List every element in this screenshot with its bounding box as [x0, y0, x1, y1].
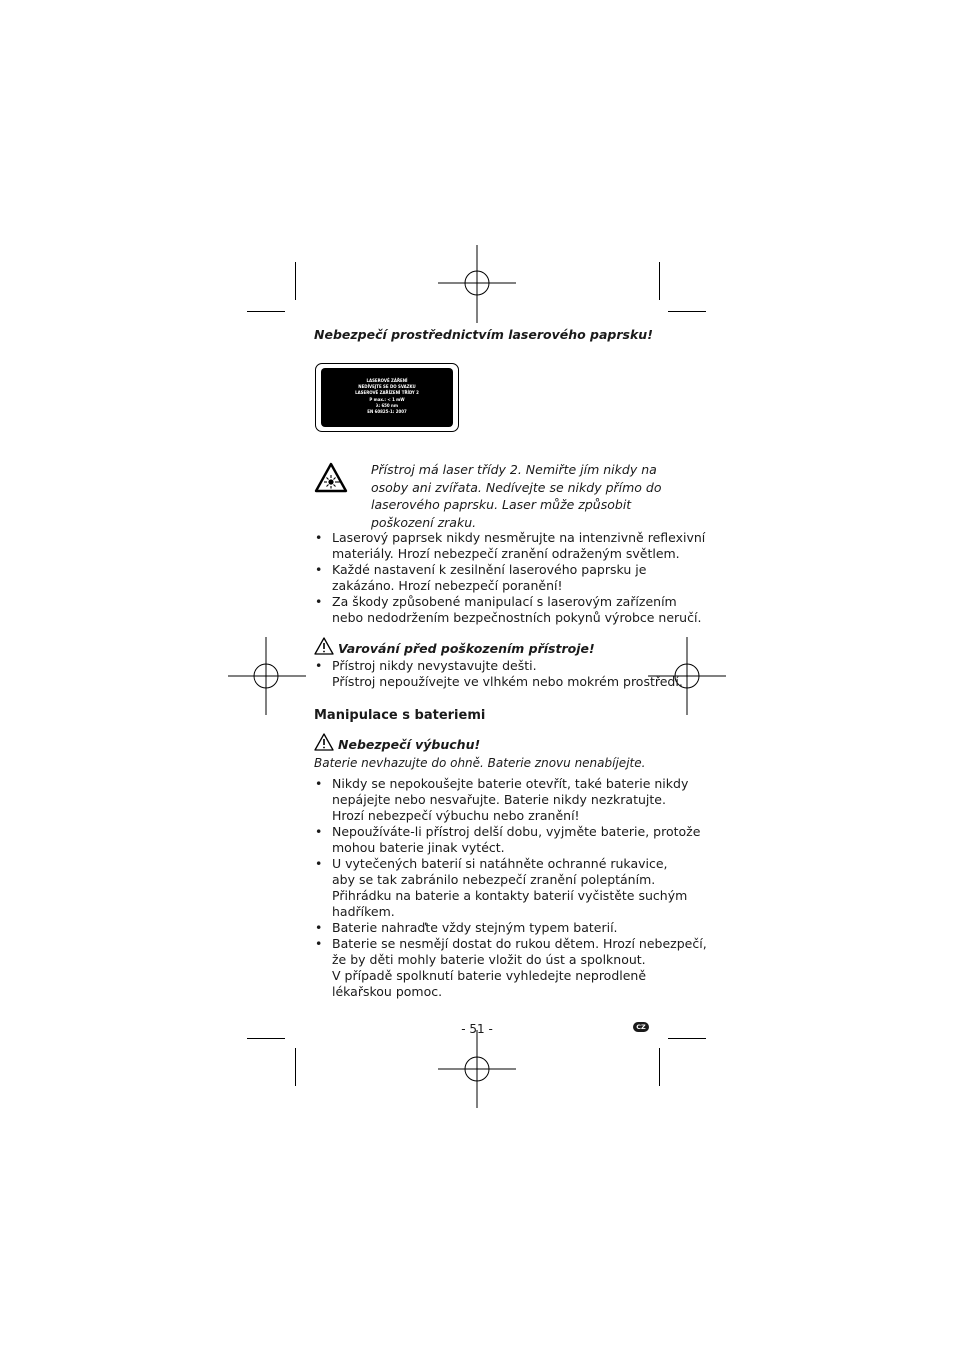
list-item: [314, 856, 688, 920]
crop-mark: [247, 1038, 285, 1039]
laser-label-line: NEDÍVEJTE SE DO SVAZKU: [358, 385, 416, 391]
text-line: V případě spolknutí baterie vyhledejte neprodleně: [332, 968, 647, 983]
text-line: hadříkem.: [332, 904, 395, 919]
crop-mark: [247, 311, 285, 312]
text-line: poškození zraku.: [371, 514, 477, 530]
explosion-warning-heading: [314, 733, 654, 753]
country-badge: CZ: [633, 1022, 649, 1032]
list-item: [314, 936, 707, 1000]
list-item: [314, 658, 683, 690]
list-item: [314, 530, 706, 562]
text-line: nepájejte nebo nesvařujte. Baterie nikdy nezkratujte.: [332, 792, 666, 807]
text-line: nebo nedodržením bezpečnostních pokynů výrobce neručí.: [332, 610, 702, 625]
text-line: • Přístroj nikdy nevystavujte dešti.: [332, 658, 537, 673]
explosion-warning-title: Nebezpečí výbuchu!: [338, 737, 481, 752]
text-line: • Za škody způsobené manipulací s laserovým zařízením: [332, 594, 677, 609]
text-line: • U vytečených baterií si natáhněte ochranné rukavice,: [332, 856, 668, 871]
list-item: [314, 776, 689, 824]
laser-label-line: P max.: < 1 mW: [369, 397, 405, 403]
registration-mark-left-icon: [228, 637, 306, 715]
laser-hazard-icon: [314, 462, 348, 493]
text-line: • Laserový paprsek nikdy nesměrujte na intenzivně reflexivní: [332, 530, 706, 545]
laser-label-inner: [321, 368, 453, 427]
text-line: Hrozí nebezpečí výbuchu nebo zranění!: [332, 808, 580, 823]
batteries-bullet-list: [314, 776, 707, 1000]
device-warning-heading: [314, 637, 654, 657]
device-warning-list: [314, 658, 683, 690]
registration-mark-bottom-icon: [438, 1030, 516, 1108]
laser-label-line: EN 60825-1: 2007: [367, 409, 407, 415]
list-item: [314, 824, 701, 856]
list-item: [314, 920, 659, 936]
laser-danger-heading: Nebezpečí prostřednictvím laserového paprsku!: [314, 327, 653, 342]
text-line: materiály. Hrozí nebezpečí zranění odraženým světlem.: [332, 546, 680, 561]
text-line: laserového paprsku. Laser může způsobit: [371, 497, 632, 512]
text-line: osoby ani zvířata. Nedívejte se nikdy přímo do: [371, 479, 662, 495]
text-line: • Baterie se nesmějí dostat do rukou dětem. Hrozí nebezpečí,: [332, 936, 707, 951]
warning-triangle-icon: [314, 733, 334, 751]
list-item: [314, 594, 702, 626]
text-line: • Nikdy se nepokoušejte baterie otevřít, také baterie nikdy: [332, 776, 689, 791]
crop-mark: [295, 262, 296, 300]
text-line: že by děti mohly baterie vložit do úst a spolknout.: [332, 952, 646, 967]
text-line: Přístroj má laser třídy 2. Nemiřte jím nikdy na: [371, 462, 657, 477]
laser-bullet-list: [314, 530, 706, 626]
text-line: Přístroj nepoužívejte ve vlhkém nebo mokrém prostředí.: [332, 674, 683, 689]
warning-triangle-icon: [314, 637, 334, 655]
laser-warning-label: [315, 363, 459, 432]
text-line: aby se tak zabránilo nebezpečí zranění poleptáním.: [332, 872, 656, 887]
crop-mark: [668, 311, 706, 312]
registration-mark-top-icon: [438, 245, 516, 323]
laser-label-line: λ: 650 nm: [375, 403, 398, 409]
crop-mark: [659, 262, 660, 300]
laser-warning-text: [371, 461, 661, 531]
laser-label-line: LASEROVÉ ZÁŘENÍ: [366, 379, 408, 385]
text-line: Přihrádku na baterie a kontakty baterií vyčistěte suchým: [332, 888, 688, 903]
batteries-section-title: Manipulace s bateriemi: [314, 708, 486, 723]
text-line: mohou baterie jinak vytéct.: [332, 840, 505, 855]
crop-mark: [668, 1038, 706, 1039]
device-warning-title: Varování před poškozením přístroje!: [338, 641, 595, 656]
text-line: zakázáno. Hrozí nebezpečí poranění!: [332, 578, 563, 593]
laser-label-line: LASEROVÉ ZAŘÍZENÍ TŘÍDY 2: [355, 391, 419, 397]
text-line: • Každé nastavení k zesilnění laserového paprsku je: [332, 562, 647, 577]
page-number: - 51 -: [461, 1022, 493, 1036]
text-line: lékařskou pomoc.: [332, 984, 443, 999]
explosion-note: Baterie nevhazujte do ohně. Baterie znovu nenabíjejte.: [314, 756, 646, 770]
crop-mark: [659, 1048, 660, 1086]
crop-mark: [295, 1048, 296, 1086]
list-item: [314, 562, 659, 594]
text-line: • Nepoužíváte-li přístroj delší dobu, vyjměte baterie, protože: [332, 824, 701, 839]
text-line: • Baterie nahraďte vždy stejným typem baterií.: [332, 920, 618, 935]
